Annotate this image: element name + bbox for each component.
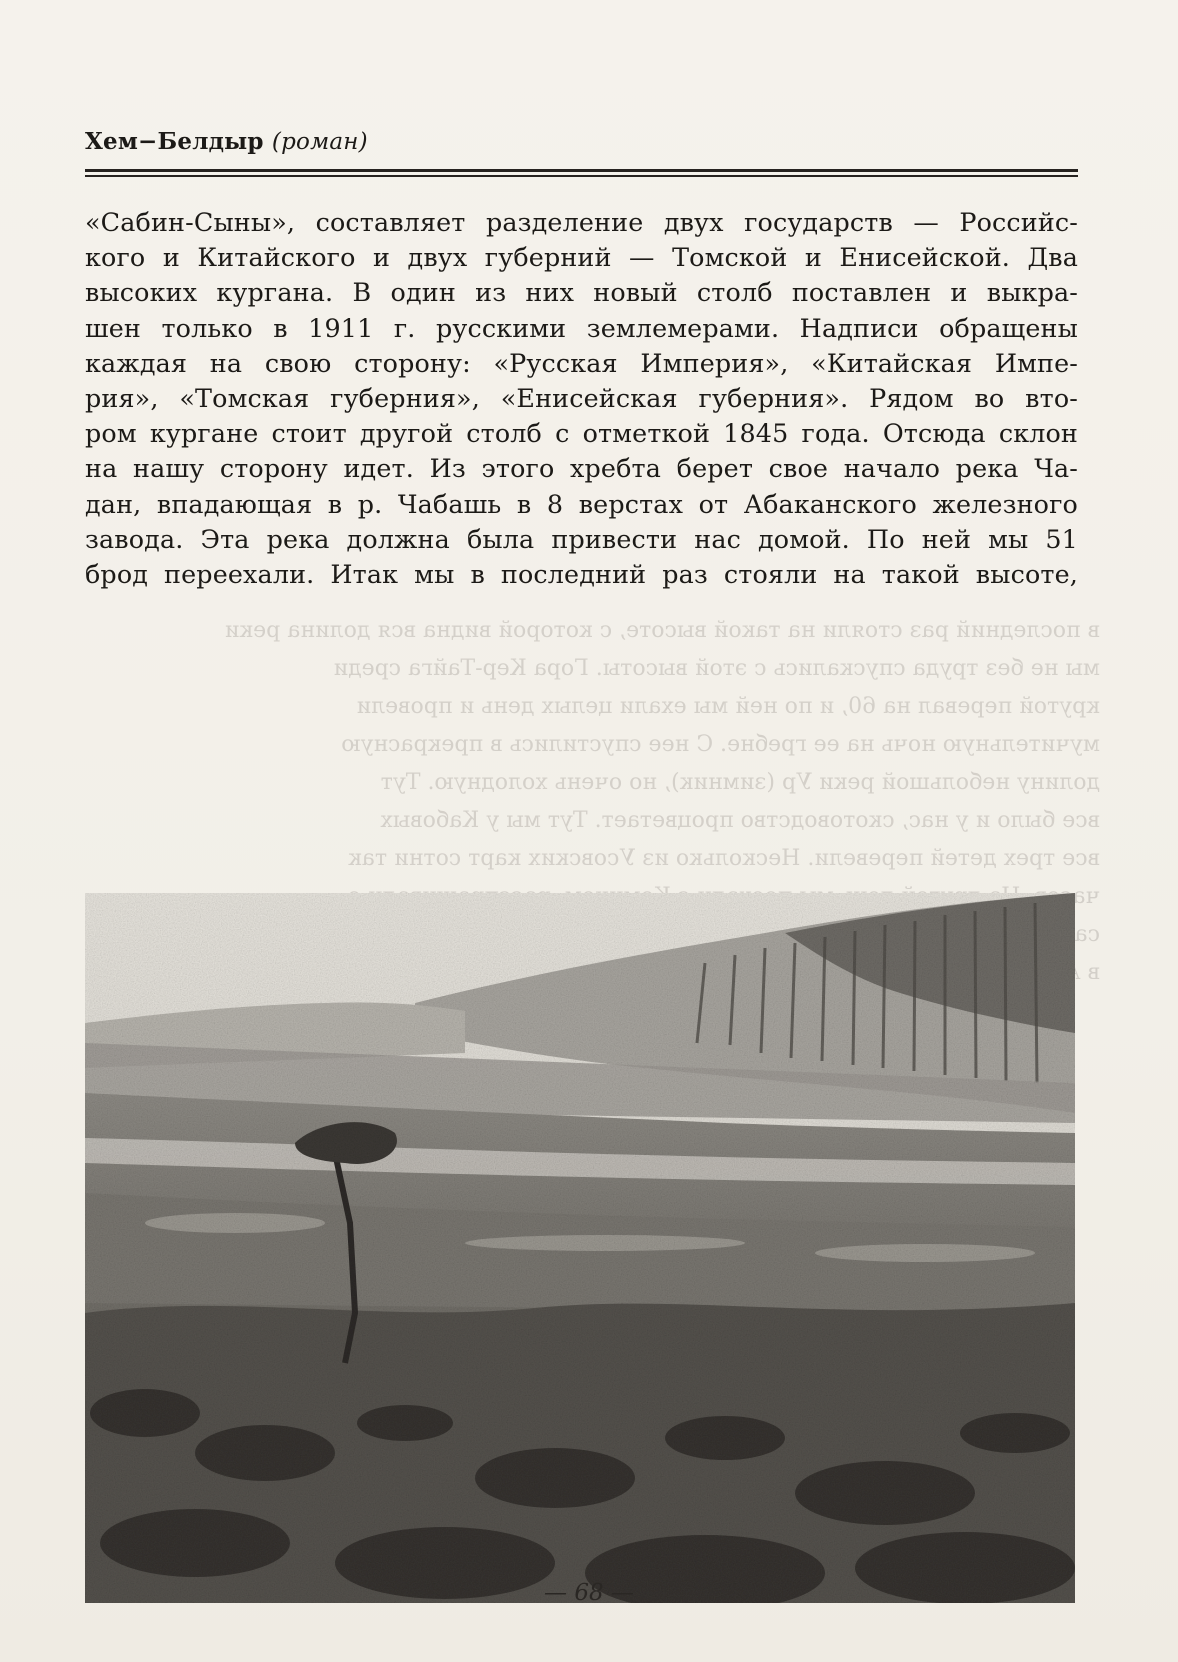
text-line: «Сабин-Сыны», составляет разделение двух государств — Российс- [85,207,1078,237]
text-line: шен только в 1911 г. русскими землемерами. Надписи обращены [85,312,1078,343]
text-line: брод переехали. Итак мы в последний раз стояли на такой высоте, [85,559,1078,590]
book-title: Хем−Белдыр [85,128,264,155]
text-line: дан, впадающая в р. Чабашь в 8 верстах от Абаканского железного [85,488,1078,519]
text-line: завода. Эта река должна была привести нас домой. По ней мы 51 [85,523,1078,554]
text-line: на нашу сторону идет. Из этого хребта берет свое начало река Ча- [85,453,1078,484]
body-paragraph [85,205,1078,592]
text-line: кого и Китайского и двух губерний — Томской и Енисейской. Два [85,242,1078,273]
text-line: ром кургане стоит другой столб с отметкой 1845 года. Отсюда склон [85,418,1078,449]
book-genre: (роман) [271,129,368,155]
header-rule-bottom [85,175,1078,177]
running-header [85,128,1075,155]
archival-photo [85,893,1075,1603]
mountain-valley-image [85,893,1075,1603]
bleed-through-texture: в последний раз стояли на такой высоте, с которой видна вся долина реки мы не без труда спускались с этой высоты. Гора Кер-Тайга среди крутой перевал на 60, и по ней мы ехали целых день и провели мучительную ночь на ее гребне. С нее спустились в прекрасную долину небольшой реки Ур (зимник), но очень холодную. Тут все было и у нас, скотоводство процветает. Тут мы у Кабовых все трех детей перевели. Несколько из Усовских карт сотни так в [224,618,1100,985]
header-rule-top [85,169,1078,172]
text-line: высоких кургана. В один из них новый столб поставлен и выкра- [85,277,1078,308]
page-number: — 68 — [544,1580,634,1606]
text-line: каждая на свою сторону: «Русская Империя», «Китайская Импе- [85,347,1078,378]
text-line: рия», «Томская губерния», «Енисейская губерния». Рядом во вто- [85,383,1078,414]
